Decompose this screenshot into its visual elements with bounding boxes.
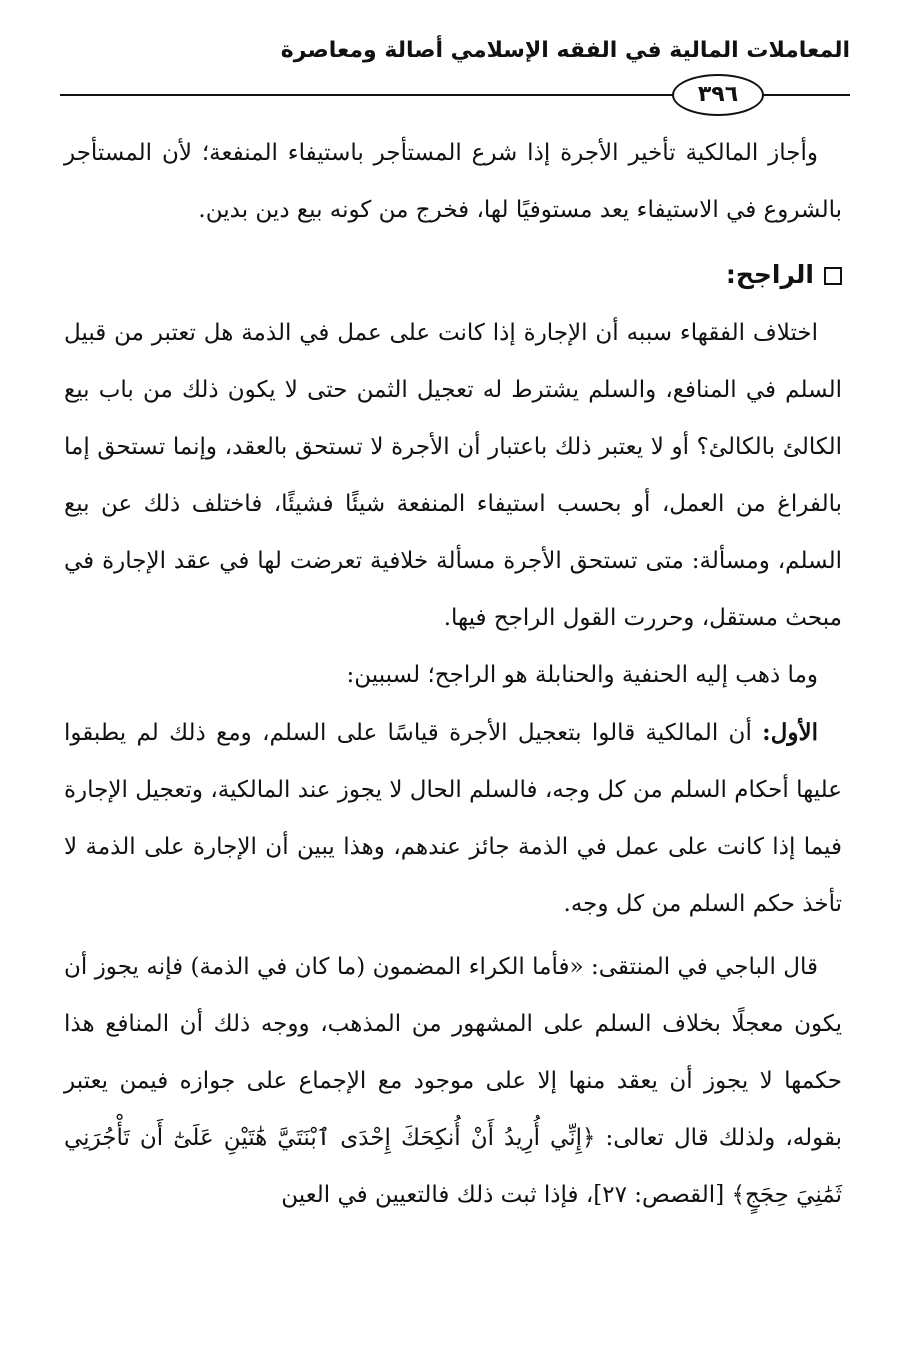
page-number: ٣٩٦ (672, 74, 764, 116)
first-reason-text: أن المالكية قالوا بتعجيل الأجرة قياسًا على السلم، ومع ذلك لم يطبقوا عليها أحكام السلم من كل وجه، فالسلم الحال لا يجوز عند المالكية، وتعجيل الإجارة فيما إذا كانت على عمل في الذمة جائز عندهم، وهذا يبين أن الإجارة على الذمة لا تأخذ حكم السلم من كل وجه. (64, 720, 842, 917)
running-head-title: المعاملات المالية في الفقه الإسلامي أصالة ومعاصرة (280, 38, 850, 63)
paragraph-first-reason (64, 704, 842, 933)
baji-quote-continuation: ، فإذا ثبت ذلك فالتعيين في العين (281, 1182, 594, 1208)
paragraph-preferred-opinion: اختلاف الفقهاء سببه أن الإجارة إذا كانت على عمل في الذمة هل تعتبر من قبيل السلم في المنافع، والسلم يشترط له تعجيل الثمن حتى لا يكون ذلك من باب بيع الكالئ بالكالئ؟ أو لا يعتبر ذلك باعتبار أن الأجرة لا تستحق بالعقد، وإنما تستحق إما بالفراغ من العمل، أو بحسب استيفاء المنفعة شيئًا فشيئًا، فاختلف ذلك عن بيع السلم، ومسألة: متى تستحق الأجرة مسألة خلافية تعرضت لها في عقد الإجارة في مبحث مستقل، وحررت القول الراجح فيها. (64, 320, 842, 631)
checkbox-square-icon (824, 267, 842, 285)
section-heading-label: الراجح: (725, 260, 814, 289)
first-reason-lead: الأول: (762, 719, 818, 746)
paragraph-two-reasons: وما ذهب إليه الحنفية والحنابلة هو الراجح؛ لسببين: (346, 662, 818, 688)
baji-quote-text: قال الباجي في المنتقى: «فأما الكراء المضمون (ما كان في الذمة) فإنه يجوز أن يكون معجلًا بخلاف السلم على المشهور من المذهب، ووجه ذلك أن المنافع هذا حكمها لا يجوز أن يعقد منها إلا على موجود مع الإجماع على جوازه فيمن يعتبر بقوله، ولذلك قال تعالى: (64, 954, 842, 1151)
quran-verse: ﴿إِنِّي أُرِيدُ أَنْ أُنكِحَكَ إِحْدَى ٱبْنَتَيَّ هَٰتَيْنِ عَلَىٰٓ أَن تَأْجُرَنِي ثَمَٰنِيَ حِجَجٍ﴾ (64, 1125, 842, 1208)
paragraph-baji-quote (64, 939, 842, 1224)
verse-citation: [القصص: ٢٧] (593, 1182, 732, 1208)
page-body (64, 125, 842, 1224)
paragraph-maliki-deferral: وأجاز المالكية تأخير الأجرة إذا شرع المستأجر باستيفاء المنفعة؛ لأن المستأجر بالشروع في الاستيفاء يعد مستوفيًا لها، فخرج من كونه بيع دين بدين. (64, 140, 842, 223)
section-heading (64, 245, 842, 305)
